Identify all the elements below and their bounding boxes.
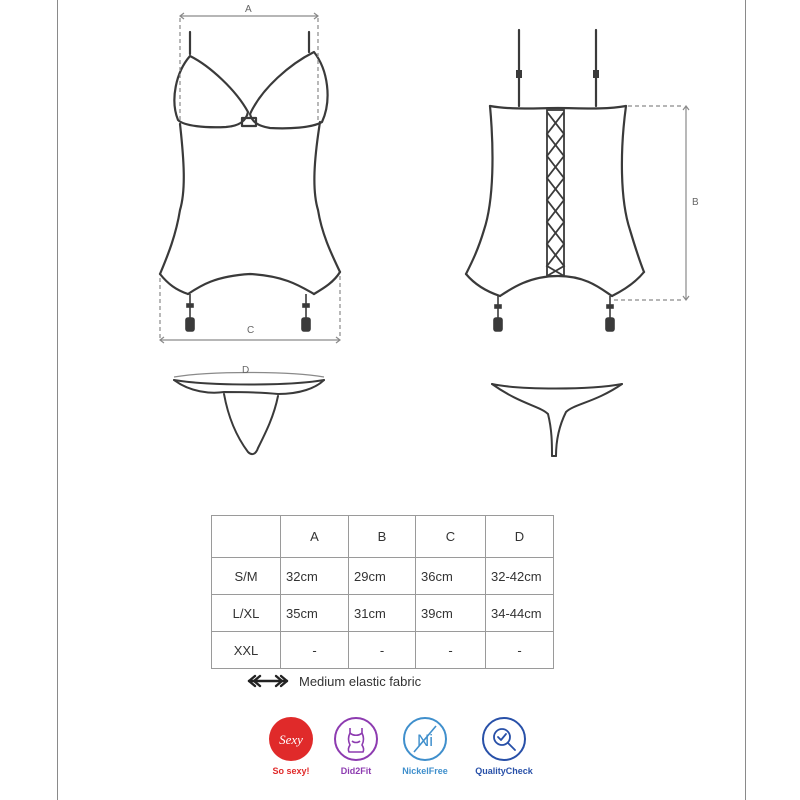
table-cell: 32-42cm (486, 558, 554, 595)
dimension-b-label: B (692, 197, 699, 208)
badge-nickelfree (390, 717, 460, 776)
table-cell: 32cm (281, 558, 349, 595)
size-table-header (212, 516, 554, 558)
size-label: L/XL (212, 595, 281, 632)
table-header-cell: C (416, 516, 486, 558)
thong-back-outline (492, 384, 622, 456)
badge-qualitycheck (469, 717, 539, 776)
table-header-cell: A (281, 516, 349, 558)
badge-did2fit (321, 717, 391, 776)
badge-label: QualityCheck (475, 766, 533, 776)
size-label: S/M (212, 558, 281, 595)
badge-so-sexy (256, 717, 326, 776)
sexy-heart-icon (269, 717, 313, 761)
back-garters (494, 296, 614, 331)
table-cell: 36cm (416, 558, 486, 595)
table-cell: 39cm (416, 595, 486, 632)
front-basque-outline (160, 32, 340, 294)
dimension-d-label: D (242, 365, 250, 376)
quality-check-icon (482, 717, 526, 761)
table-cell: 35cm (281, 595, 349, 632)
size-table (211, 515, 554, 669)
badge-label: Did2Fit (340, 766, 372, 776)
dimension-c-label: C (247, 325, 255, 336)
table-header-cell: D (486, 516, 554, 558)
table-cell: - (281, 632, 349, 669)
back-lacing (547, 110, 564, 276)
table-row (212, 558, 554, 595)
badge-circle-text: Sexy (279, 732, 303, 747)
table-cell: - (416, 632, 486, 669)
table-cell: - (486, 632, 554, 669)
double-arrow-icon (245, 674, 291, 688)
table-header-cell (212, 516, 281, 558)
fabric-note (245, 673, 421, 689)
back-strap-sliders (516, 70, 599, 78)
fabric-note-text: Medium elastic fabric (299, 673, 422, 689)
table-cell: 29cm (349, 558, 416, 595)
dress-fit-icon (334, 717, 378, 761)
table-row (212, 595, 554, 632)
table-cell: 34-44cm (486, 595, 554, 632)
table-row (212, 632, 554, 669)
table-cell: 31cm (349, 595, 416, 632)
dimension-a-label: A (245, 4, 252, 15)
nickel-free-icon (403, 717, 447, 761)
table-cell: - (349, 632, 416, 669)
badge-label: NickelFree (402, 766, 448, 776)
table-header-cell: B (349, 516, 416, 558)
size-label: XXL (212, 632, 281, 669)
badge-circle-text: Ni (416, 731, 434, 750)
badge-label: So sexy! (272, 766, 310, 776)
thong-front-outline (174, 380, 324, 454)
